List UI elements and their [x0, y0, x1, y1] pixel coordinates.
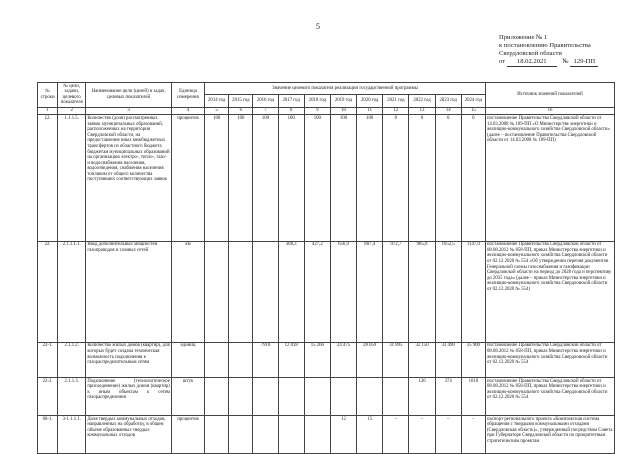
source: постановление Правительства Свердловской области от 14.03.2008 № 189-ПП «О Министерстве энергетики и жилищно-коммунального хозяйства Свердловской области» (далее – постановление Правительства Свердловской области от 14.03.2008 № 189-ПП) [485, 115, 614, 241]
value-2017: 100 [278, 115, 304, 241]
column-number: 3 [86, 107, 172, 115]
value-2021 [383, 377, 409, 415]
column-number: 6 [229, 107, 253, 115]
appendix-number: 129-ПП [570, 58, 598, 67]
value-2018 [304, 416, 330, 454]
goal-number: 3-1.1.1.1. [58, 416, 86, 454]
page-number: 5 [316, 22, 320, 31]
row-number: 22-1. [38, 342, 58, 377]
value-2024: 35 900 [461, 342, 485, 377]
value-2014 [205, 342, 229, 377]
header-source: Источник значений показателей [485, 83, 614, 108]
row-number: 22-2. [38, 377, 58, 415]
value-2023: 374 [435, 377, 461, 415]
value-2017 [278, 377, 304, 415]
column-number: 10 [330, 107, 356, 115]
value-2024: 1147,0 [461, 241, 485, 342]
header-year: 2014 год [205, 95, 229, 107]
value-2017: 12 018 [278, 342, 304, 377]
indicator-name: Ввод дополнительных мощностей газопроводов и газовых сетей [86, 241, 172, 342]
header-year: 2019 год [330, 95, 356, 107]
indicator-name: Доля твердых коммунальных отходов, направленных на обработку, в общем объеме образованных твердых коммунальных отходов [86, 416, 172, 454]
value-2022: 32 150 [409, 342, 435, 377]
header-year: 2022 год [409, 95, 435, 107]
value-2023: 1052,5 [435, 241, 461, 342]
value-2018: 427,2 [304, 241, 330, 342]
value-2015 [229, 416, 253, 454]
goal-number: 2.1.1.2. [58, 342, 86, 377]
unit: процентов [171, 115, 204, 241]
value-2022: – [409, 416, 435, 454]
source: постановление Правительства Свердловской области от 08.08.2012 № 858-ПП, приказ Министерства энергетики и жилищно-коммунального хозяйства Свердловской области от 02.12.2020 № 554 [485, 342, 614, 377]
value-2020 [357, 377, 383, 415]
source: постановление Правительства Свердловской области от 08.08.2012 № 858-ПП, приказ Министерства энергетики и жилищно-коммунального хозяйства Свердловской области от 02.12.2020 № 554 [485, 377, 614, 415]
column-number: 8 [278, 107, 304, 115]
value-2022: 985,0 [409, 241, 435, 342]
value-2014 [205, 416, 229, 454]
value-2021: – [383, 416, 409, 454]
header-year: 2024 год [461, 95, 485, 107]
value-2018 [304, 377, 330, 415]
unit: км [171, 241, 204, 342]
row-number: 12. [38, 115, 58, 241]
column-number: 7 [253, 107, 278, 115]
column-number: 13 [409, 107, 435, 115]
value-2017 [278, 416, 304, 454]
value-2023: – [435, 416, 461, 454]
unit: единиц [171, 342, 204, 377]
column-number: 11 [357, 107, 383, 115]
header-goal-no: № цели, задачи, целевого показателя [58, 83, 86, 108]
header-name: Наименование цели (целей) и задач, целевых показателей [86, 83, 172, 108]
value-2020: 28 059 [357, 342, 383, 377]
row-number: 22. [38, 241, 58, 342]
goal-number: 2.1.1.1.1. [58, 241, 86, 342]
header-year: 2016 год [253, 95, 278, 107]
source: постановление Правительства Свердловской области от 08.08.2012 № 858-ПП, приказ Министерства энергетики и жилищно-коммунального хозяйства Свердловской области от 02.12.2020 № 554 «Об утверждении перечня документов Генеральной схемы газоснабжения и газификации Свердловской области на период до 2028 года и перспективу до 2035 года» (далее – приказ Министерства энергетики и жилищно-коммунального хозяйства Свердловской области от 02.12.2020 № 554) [485, 241, 614, 342]
column-number: 12 [383, 107, 409, 115]
appendix-from-label: от [499, 58, 506, 65]
value-2022: 0 [409, 115, 435, 241]
value-2021: 31 895 [383, 342, 409, 377]
appendix-date-line [499, 58, 598, 67]
value-2024: 1010 [461, 377, 485, 415]
table-row [38, 377, 615, 415]
header-unit: Единица измерения [171, 83, 204, 108]
indicators-table [37, 82, 615, 454]
goal-number: 2.1.1.3. [58, 377, 86, 415]
indicator-name: Подключение (технологическое присоединение) жилых домов (квартир) к иным объектам к сетям газораспределения [86, 377, 172, 415]
value-2020: 807,4 [357, 241, 383, 342]
appendix-title: Приложение № 1 [499, 34, 548, 41]
appendix-date: 18.02.2021 [507, 58, 557, 67]
row-number: 68-1. [38, 416, 58, 454]
table-row [38, 241, 615, 342]
value-2015 [229, 241, 253, 342]
header-row-no: № строки [38, 83, 58, 108]
appendix-resolution: к постановлению Правительства [499, 42, 591, 49]
value-2016 [253, 416, 278, 454]
header-year: 2015 год [229, 95, 253, 107]
value-2016 [253, 241, 278, 342]
column-number: 9 [304, 107, 330, 115]
unit: процентов [171, 416, 204, 454]
header-year: 2021 год [383, 95, 409, 107]
value-2016: 100 [253, 115, 278, 241]
value-2016 [253, 377, 278, 415]
table-row [38, 416, 615, 454]
appendix-region: Свердловской области [499, 50, 562, 57]
value-2014 [205, 241, 229, 342]
value-2021: 972,7 [383, 241, 409, 342]
value-2016: 7910 [253, 342, 278, 377]
value-2018: 15 266 [304, 342, 330, 377]
column-number: 5 [205, 107, 229, 115]
value-2024: 0 [461, 115, 485, 241]
value-2015 [229, 377, 253, 415]
value-2015: 100 [229, 115, 253, 241]
column-number: 15 [461, 107, 485, 115]
indicator-name: Количество жилых домов (квартир), для которых будет создана техническая возможность подключения к газораспределительным сетям [86, 342, 172, 377]
value-2017: 308,3 [278, 241, 304, 342]
column-number: 1 [38, 107, 58, 115]
value-2019: 12 [330, 416, 356, 454]
column-number: 14 [435, 107, 461, 115]
table-row [38, 342, 615, 377]
header-year: 2020 год [357, 95, 383, 107]
header-year: 2018 год [304, 95, 330, 107]
value-2018: 100 [304, 115, 330, 241]
header-values: Значение целевого показателя реализации государственной программы [205, 83, 486, 95]
table-row [38, 115, 615, 241]
column-number: 2 [58, 107, 86, 115]
value-2014: 100 [205, 115, 229, 241]
value-2019 [330, 377, 356, 415]
value-2022: 126 [409, 377, 435, 415]
value-2015 [229, 342, 253, 377]
column-number: 16 [485, 107, 614, 115]
value-2020: 100 [357, 115, 383, 241]
value-2014 [205, 377, 229, 415]
value-2020: 15 [357, 416, 383, 454]
appendix-no-label: № [562, 58, 569, 65]
unit: штук [171, 377, 204, 415]
value-2019: 656,9 [330, 241, 356, 342]
source: паспорт регионального проекта «Комплексная система обращения с твердыми коммунальными отходами (Свердловская область)», утвержденный посредством Совета при Губернаторе Свердловской области по приоритетным стратегическим проектам [485, 416, 614, 454]
goal-number: 1.1.1.5. [58, 115, 86, 241]
header-year: 2017 год [278, 95, 304, 107]
value-2019: 100 [330, 115, 356, 241]
value-2019: 24 475 [330, 342, 356, 377]
header-year: 2023 год [435, 95, 461, 107]
appendix-stamp [499, 34, 598, 67]
indicator-name: Количество (доля) рассмотренных заявок муниципальных образований, расположенных на территории Свердловской области, на предоставление иных межбюджетных трансфертов из областного бюджета бюджетам муниципальных образований на организацию электро-, тепло-, газо- и водоснабжения населения, водоотведения, снабжения населения топливом от общего количества поступивших соответствующих заявок [86, 115, 172, 241]
value-2023: 0 [435, 115, 461, 241]
value-2024: – [461, 416, 485, 454]
value-2021: 0 [383, 115, 409, 241]
value-2023: 33 490 [435, 342, 461, 377]
column-number: 4 [171, 107, 204, 115]
